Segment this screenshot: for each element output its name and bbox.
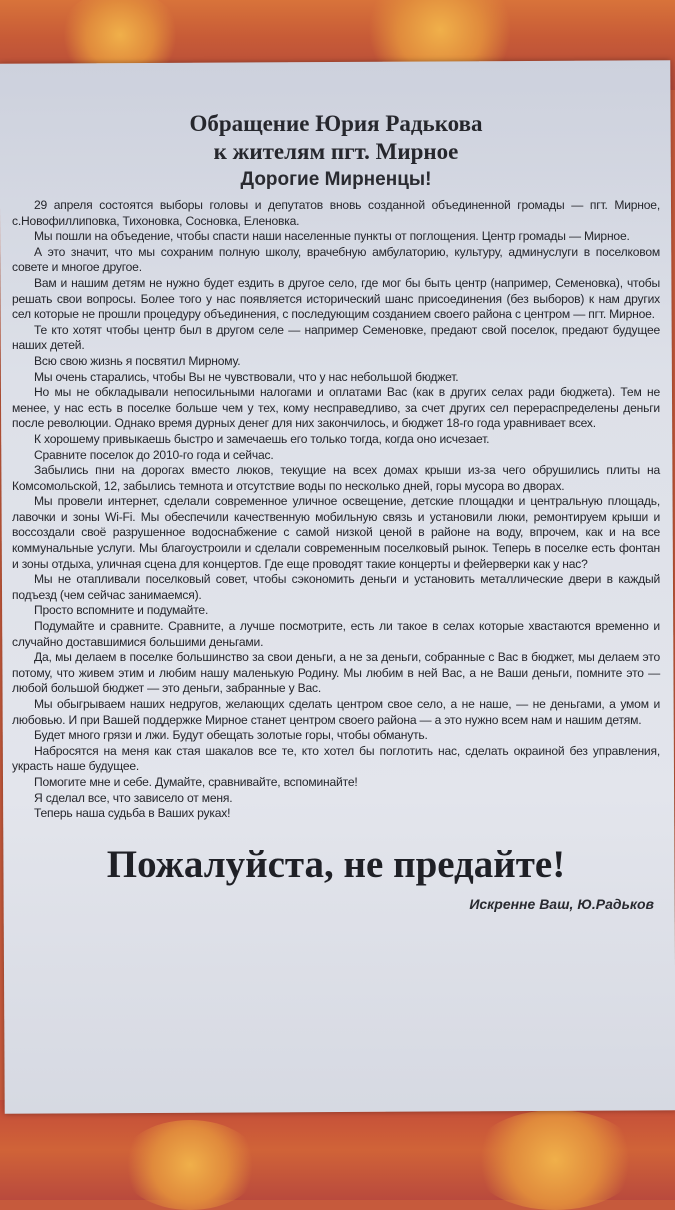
paragraph: Мы обыгрываем наших недругов, желающих сделать центром свое село, а не наше, — не деньгами, а умом и любовью. И при Вашей поддержке Мирное станет центром своего района — а это нужно всем нам и нашим детям. <box>12 697 660 727</box>
paragraph: А это значит, что мы сохраним полную школу, врачебную амбулаторию, культуру, админуслуги в поселковом совете и многое другое. <box>12 244 660 275</box>
paragraph: Будет много грязи и лжи. Будут обещать золотые горы, чтобы обмануть. <box>34 728 428 743</box>
title-line-1: Обращение Юрия Радькова <box>189 111 483 136</box>
background-flower <box>120 1120 260 1210</box>
greeting: Дорогие Мирненцы! <box>240 169 432 190</box>
paragraph: Мы пошли на объедение, чтобы спасти наши населенные пункты от поглощения. Центр громады — Мирное. <box>34 229 630 244</box>
paragraph: К хорошему привыкаешь быстро и замечаешь его только тогда, когда оно исчезает. <box>34 431 490 446</box>
paragraph: Но мы не обкладывали непосильными налогами и оплатами Вас (как в других селах ради бюджета). Тем не менее, у нас есть в поселке больше чем у тех, кому несправедливо, за счет других сел перераспределены деньги после революции. Однако время дурных денег для них закончилось, и бюджет 18-го года уравнивает всех. <box>12 385 660 431</box>
document-title <box>12 110 660 166</box>
paragraph: Подумайте и сравните. Сравните, а лучше посмотрите, есть ли такое в селах которые хвастаются временно и случайно доставшимися большими деньгами. <box>12 619 660 649</box>
paragraph: Набросятся на меня как стая шакалов все те, кто хотел бы поглотить нас, сделать окраиной без управления, украсть наше будущее. <box>12 743 660 774</box>
paragraph: Всю свою жизнь я посвятил Мирному. <box>34 353 241 368</box>
paragraph: Вам и нашим детям не нужно будет ездить в другое село, где мог бы быть центр (например, Семеновка), чтобы решать свои вопросы. Более того у нас появляется исторический шанс присоединения (без выборов) к нам других сел которые не прошли процедуру объединения, с последующим созданием своего района с центром — пгт. Мирное. <box>12 275 660 322</box>
paragraph: Теперь наша судьба в Ваших руках! <box>34 806 231 821</box>
paragraph: Забылись пни на дорогах вместо люков, текущие на всех домах крыши из-за чего обрушились плиты на Комсомольской, 12, забылись темнота и отсутствие воды по несколько дней, горы мусора во дворах. <box>12 463 660 493</box>
paragraph: Помогите мне и себе. Думайте, сравнивайте, вспоминайте! <box>34 774 358 789</box>
paragraph: Просто вспомните и подумайте. <box>34 603 209 618</box>
title-line-2: к жителям пгт. Мирное <box>213 139 459 164</box>
leaflet-content <box>12 110 660 912</box>
paragraph: Мы очень старались, чтобы Вы не чувствовали, что у нас небольшой бюджет. <box>34 369 459 384</box>
paragraph: Сравните поселок до 2010-го года и сейчас. <box>34 447 274 462</box>
closing-appeal: Пожалуйста, не предайте! <box>106 842 566 886</box>
paragraph: Мы не отапливали поселковый совет, чтобы сэкономить деньги и установить металлические двери в каждый подъезд (чем сейчас занимаемся). <box>12 572 660 602</box>
paragraph: Я сделал все, что зависело от меня. <box>34 790 233 805</box>
letter-body <box>12 198 660 822</box>
paragraph: Мы провели интернет, сделали современное уличное освещение, детские площадки и центральную площадь, лавочки и зоны Wi-Fi. Мы обеспечили качественную мобильную связь и установили люки, ремонтируем крыши и воссоздали своё разрушенное водоснабжение с самой низкой ценой в районе на воду, впрочем, как и на все коммунальные услуги. Мы благоустроили и сделали современным поселковый рынок. Теперь в поселке есть фонтан и зоны отдыха, уличная сцена для концертов. Где еще проводят такие концерты и фейерверки как у нас? <box>12 494 660 571</box>
paragraph: 29 апреля состоятся выборы головы и депутатов вновь созданной объединенной громады — пгт. Мирное, с.Новофиллиповка, Тихоновка, Сосновка, Еленовка. <box>12 198 660 228</box>
paragraph: Да, мы делаем в поселке большинство за свои деньги, а не за деньги, собранные с Вас в бюджет, мы делаем это потому, что живем этим и любим нашу маленькую Родину. Мы любим в ней Вас, а не Ваши деньги, помните это — любой большой бюджет — это деньги, забранные у Вас. <box>12 650 660 696</box>
signature: Искренне Ваш, Ю.Радьков <box>469 895 654 912</box>
background-flower <box>470 1110 640 1210</box>
paragraph: Те кто хотят чтобы центр был в другом селе — например Семеновке, предают свой поселок, предают будущее наших детей. <box>12 322 660 353</box>
